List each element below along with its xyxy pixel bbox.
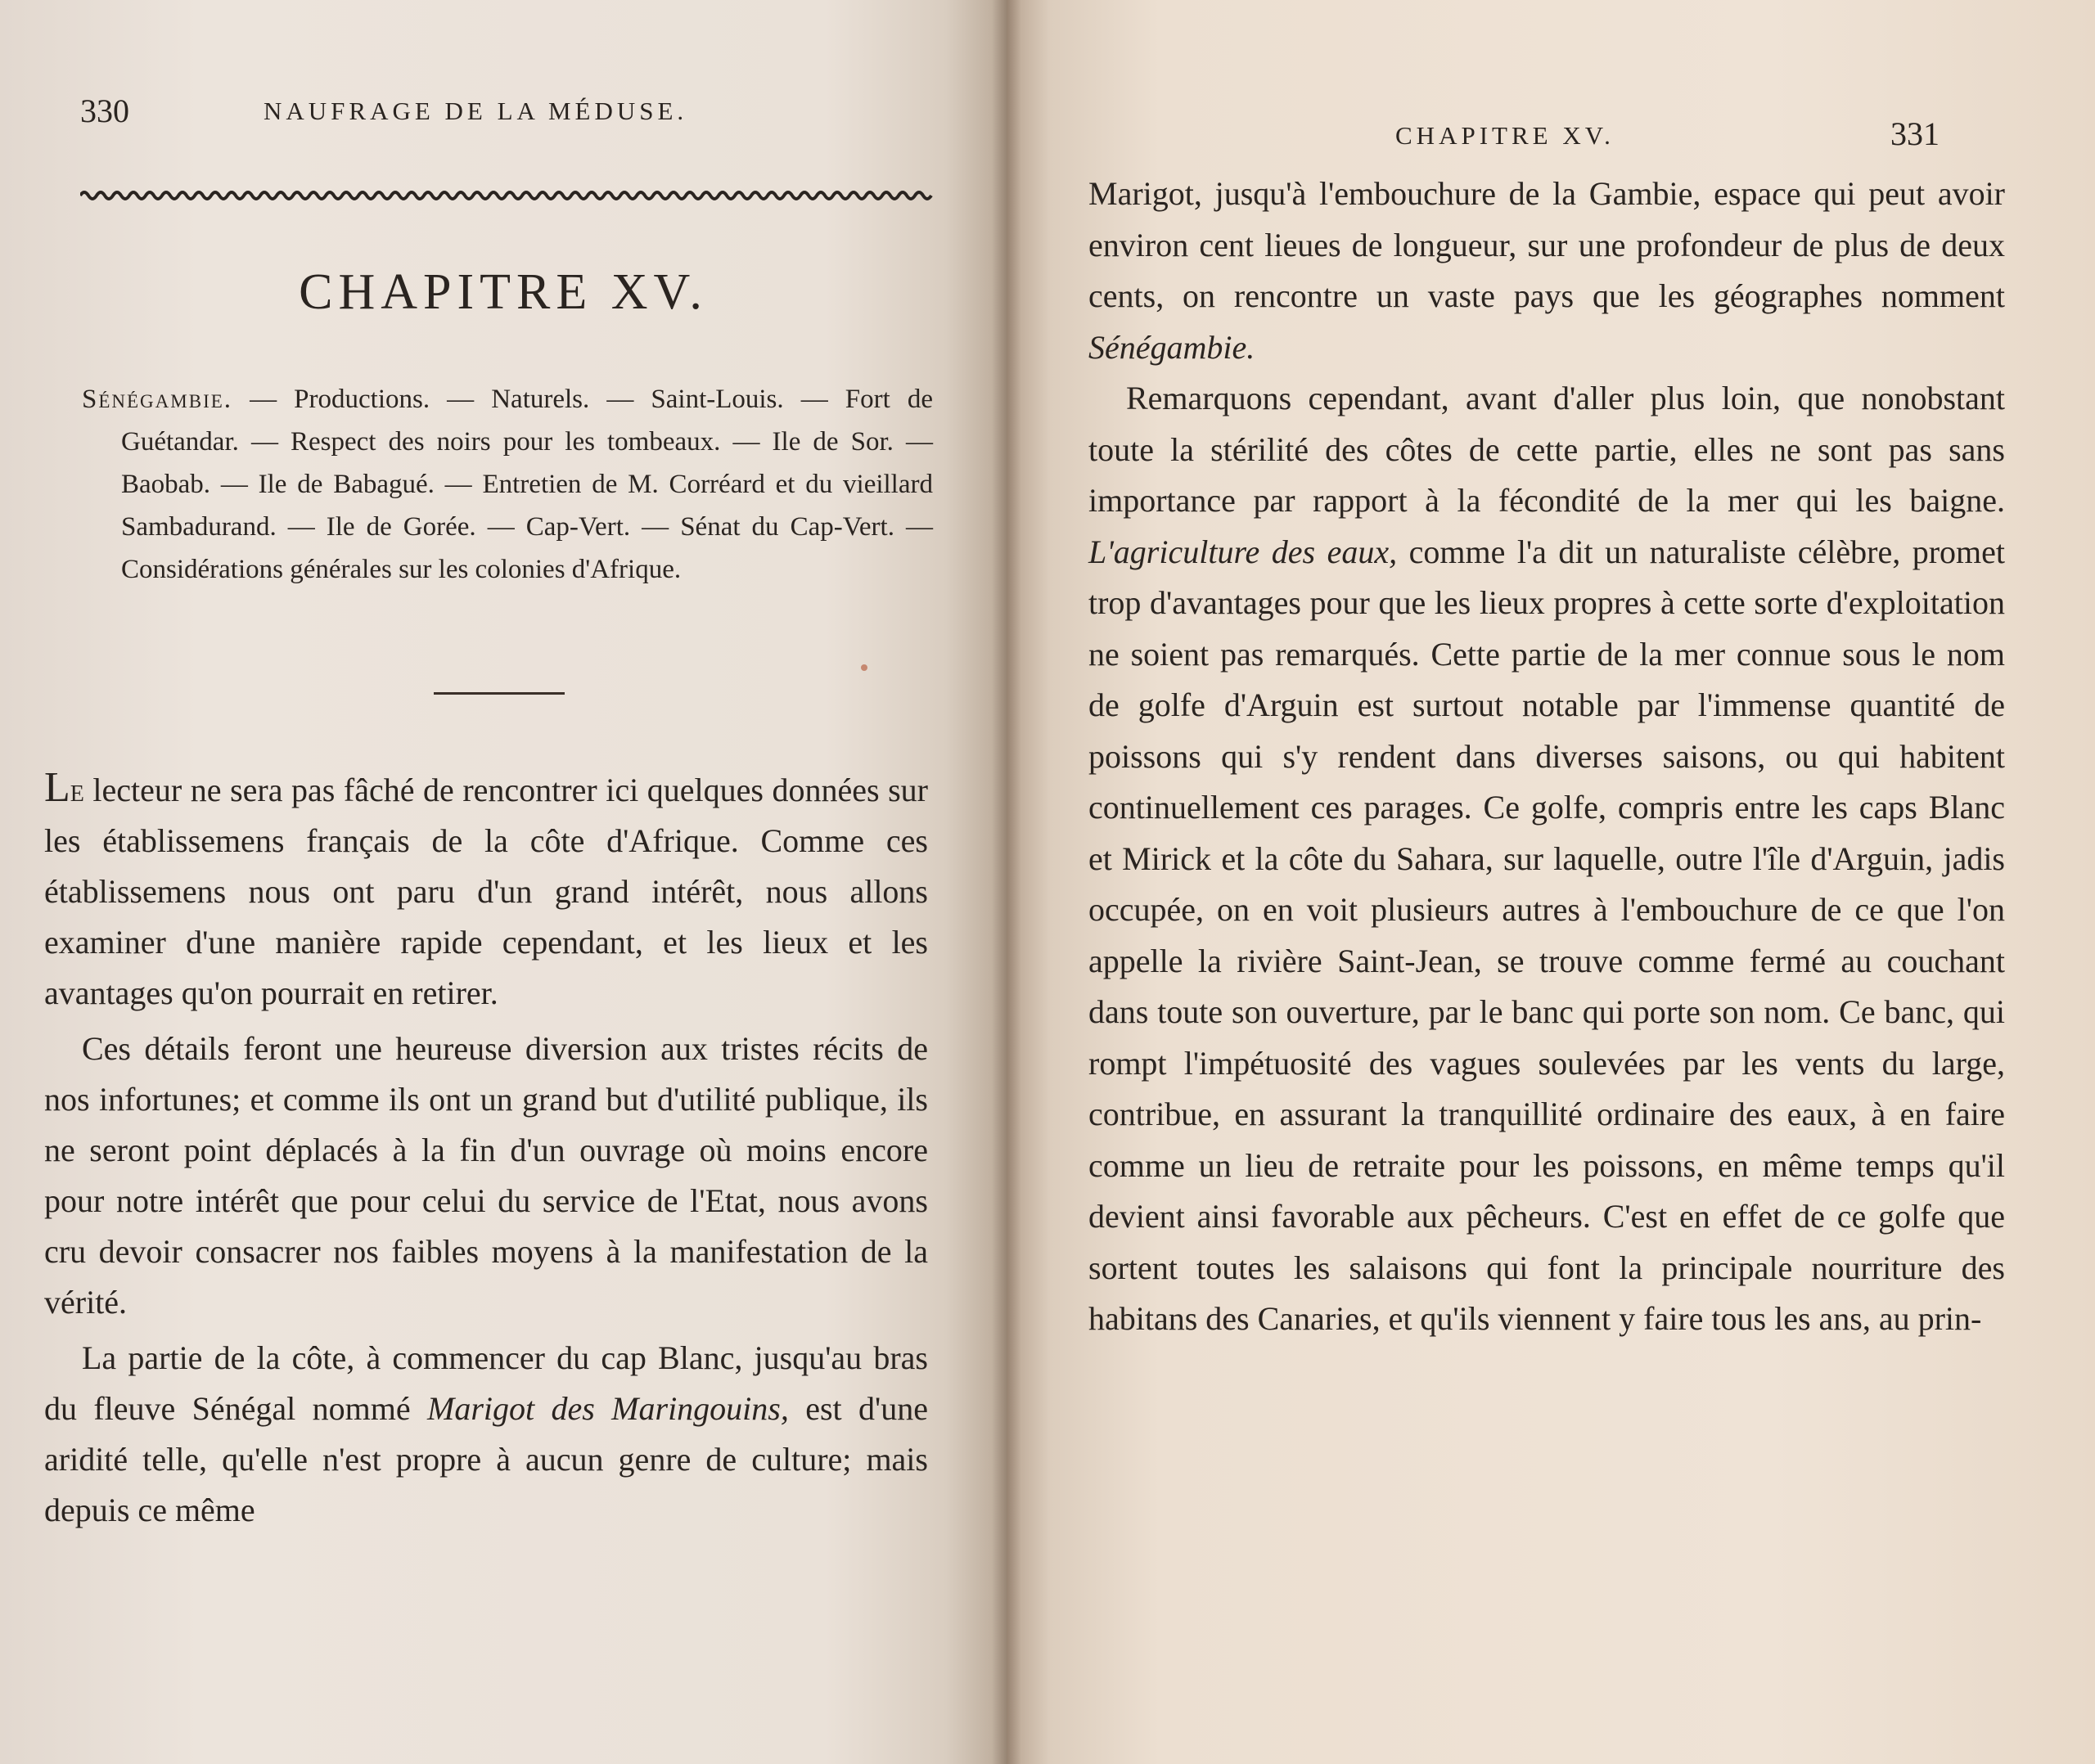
section-divider (434, 692, 565, 695)
paragraph-3: La partie de la côte, à commencer du cap Blanc, jusqu'au bras du fleuve Sénégal nommé Marigot des Maringouins, est d'une aridité telle, qu'elle n'est propre à aucun genre de culture; mais depuis ce même (44, 1339, 928, 1528)
running-head-right: CHAPITRE XV. (1395, 121, 1615, 150)
ornamental-wavy-rule (80, 187, 935, 205)
chapter-summary (82, 378, 933, 591)
summary-lead: Sénégambie. (82, 385, 233, 414)
summary-text: — Productions. — Naturels. — Saint-Louis. — Fort de Guétandar. — Respect des noirs pour les tombeaux. — Ile de Sor. — Baobab. — Ile de Babagué. — Entretien de M. Corréard et du vieillard Sambadurand. — Ile de Gorée. — Cap-Vert. — Sénat du Cap-Vert. — Considérations générales sur les colonies d'Afrique. (121, 385, 934, 584)
paragraph-2: Ces détails feront une heureuse diversion aux tristes récits de nos infortunes; et comme ils ont un grand but d'utilité publique, ils ne seront point déplacés à la fin d'un ouvrage où moins encore pour notre intérêt que pour celui du service de l'Etat, nous avons cru devoir consacrer nos faibles moyens à la manifestation de la vérité. (44, 1030, 928, 1321)
chapter-title: CHAPITRE XV. (299, 264, 708, 320)
running-head-left: NAUFRAGE DE LA MÉDUSE. (264, 97, 688, 125)
paragraph-continued: Marigot, jusqu'à l'embouchure de la Gambie, espace qui peut avoir environ cent lieues de longueur, sur une profondeur de plus de deux cents, on rencontre un vaste pays que les géographes nomment Sénégambie. (1088, 175, 2005, 366)
drop-capital: L (44, 764, 70, 811)
right-body (1088, 169, 2005, 1345)
paragraph-1: Le lecteur ne sera pas fâché de rencontrer ici quelques données sur les établissemens français de la côte d'Afrique. Comme ces établissemens nous ont paru d'un grand intérêt, nous allons examiner d'une manière rapide cependant, et les lieux et les avantages qu'on pourrait en retirer. (44, 764, 928, 1011)
left-page (0, 0, 1007, 1764)
book-gutter (992, 0, 1021, 1764)
left-body (44, 763, 928, 1536)
paragraph-remarquons: Remarquons cependant, avant d'aller plus loin, que nonobstant toute la stérilité des côtes de cette partie, elles ne sont pas sans importance par rapport à la fécondité de la mer qui les baigne. L'agriculture des eaux, comme l'a dit un naturaliste célèbre, promet trop d'avantages pour que les lieux propres à cette sorte d'exploitation ne soient pas remarqués. Cette partie de la mer connue sous le nom de golfe d'Arguin est surtout notable par l'immense quantité de poissons qui s'y rendent dans diverses saisons, ou qui habitent continuellement ces parages. Ce golfe, compris entre les caps Blanc et Mirick et la côte du Sahara, sur laquelle, outre l'île d'Arguin, jadis occupée, on en voit plusieurs autres à l'embouchure de ce que l'on appelle la rivière Saint-Jean, se trouve comme fermé au couchant dans toute son ouverture, par le banc qui porte son nom. Ce banc, qui rompt l'impétuosité des vagues soulevées par les vents du large, contribue, en assurant la tranquillité ordinaire des eaux, à en faire comme un lieu de retraite pour les poissons, en même temps qu'il devient ainsi favorable aux pêcheurs. C'est en effet de ce golfe que sortent toutes les salaisons qui font la principale nourriture des habitans des Canaries, et qu'ils viennent y faire tous les ans, au prin- (1088, 380, 2005, 1337)
page-number-right: 331 (1890, 115, 1940, 152)
paper-fleck (861, 664, 867, 671)
right-page (1007, 0, 2095, 1764)
page-number-left: 330 (80, 92, 129, 129)
